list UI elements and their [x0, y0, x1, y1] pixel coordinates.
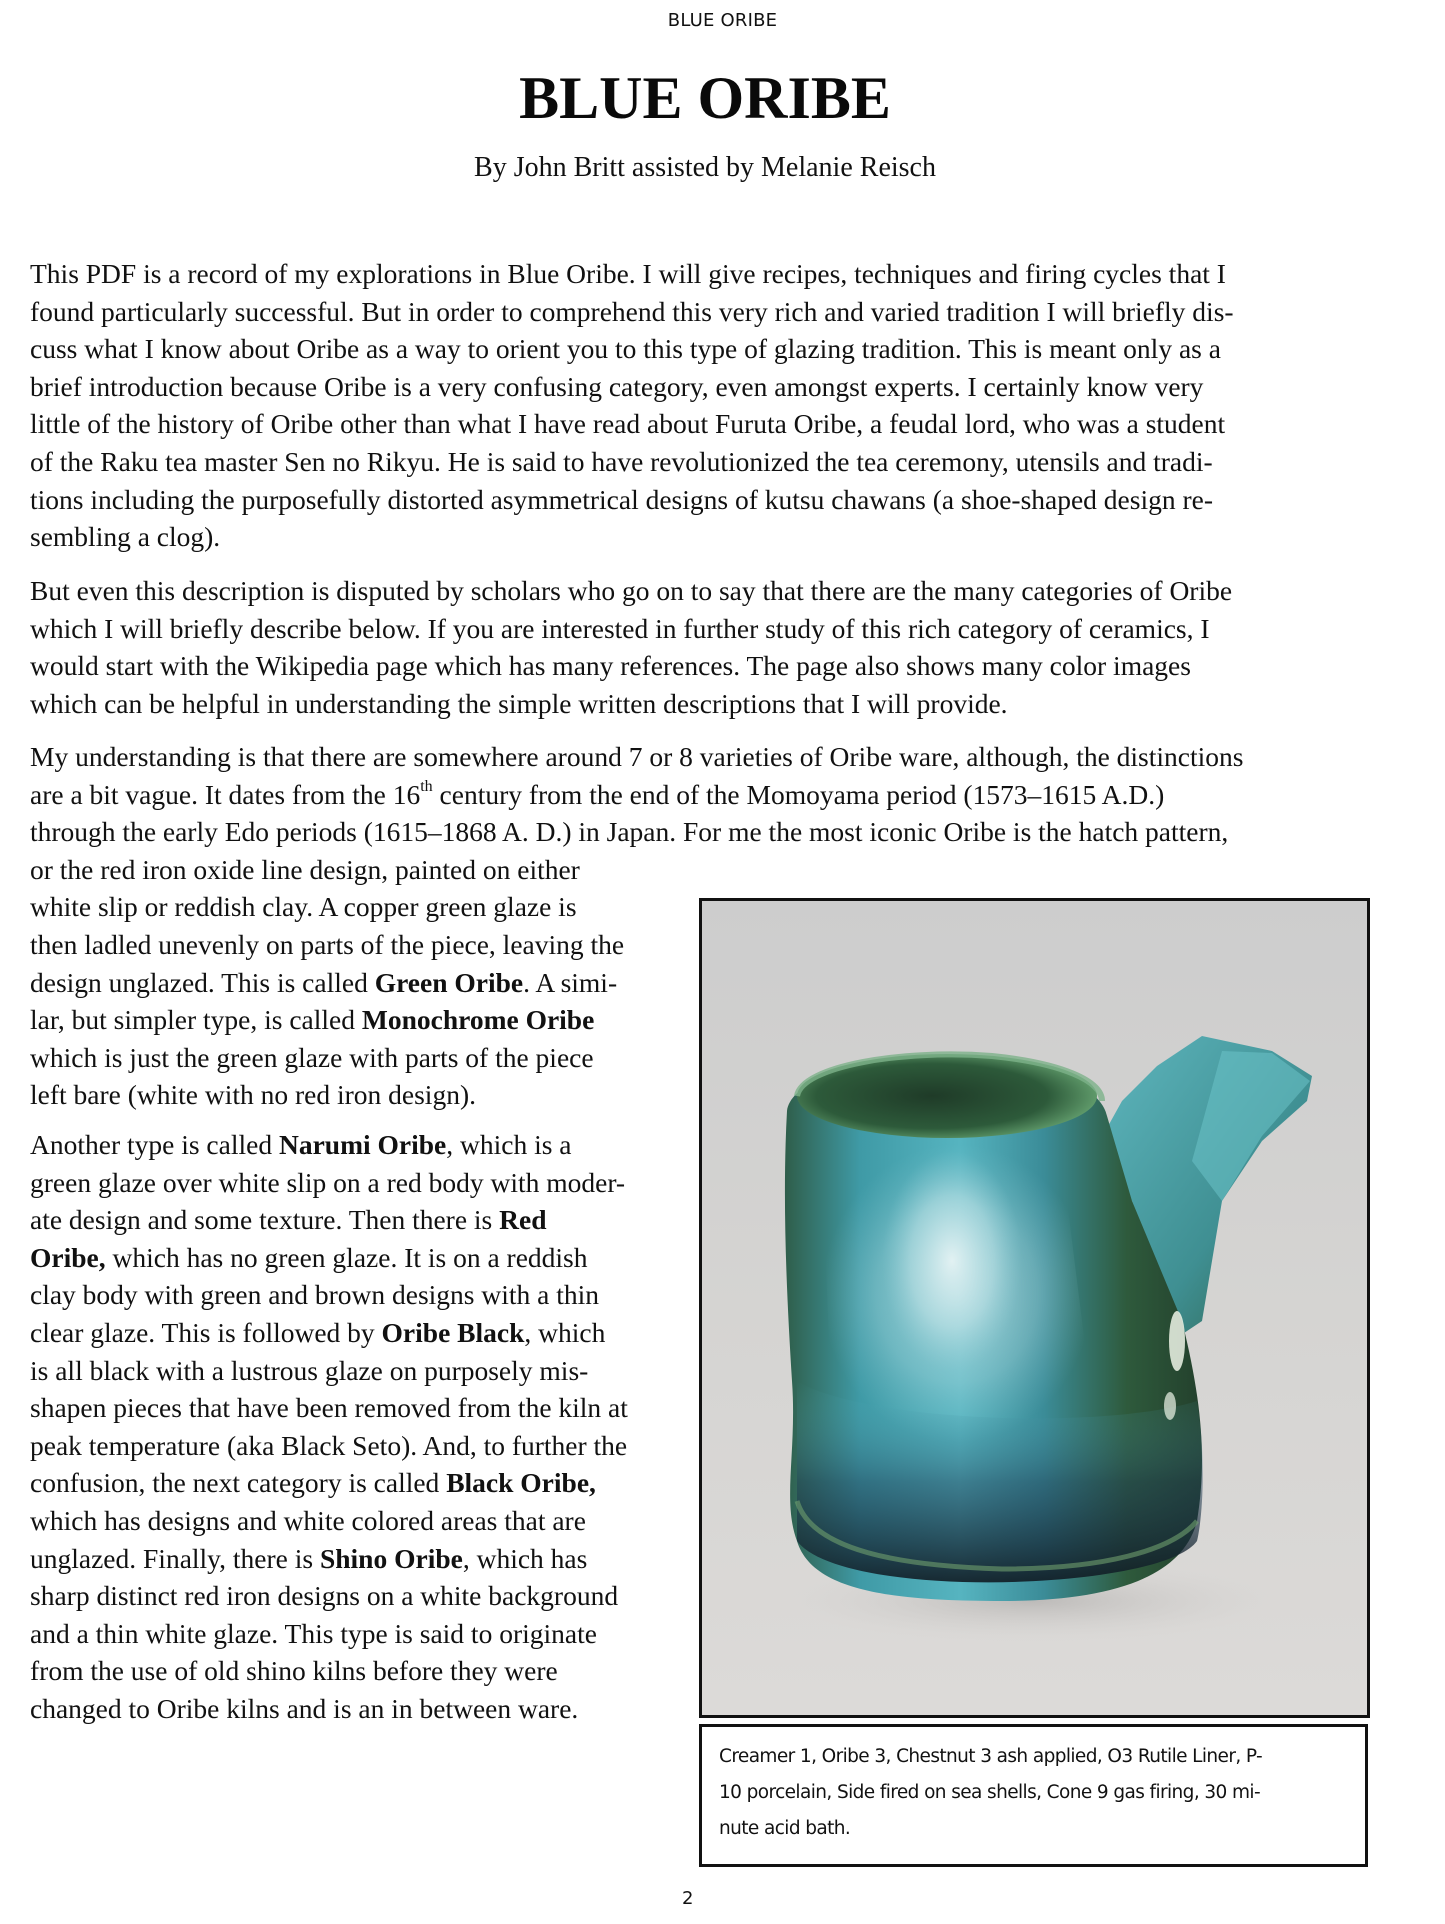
caption-line: 10 porcelain, Side fired on sea shells, Cone 9 gas firing, 30 mi-	[719, 1782, 1261, 1803]
text-line: clear glaze. This is followed by Oribe Black, which	[30, 1316, 606, 1348]
term-red-oribe: Red	[499, 1204, 547, 1236]
text-line: through the early Edo periods (1615–1868 A. D.) in Japan. For me the most iconic Oribe is the hatch pattern,	[30, 816, 1229, 848]
text-line: then ladled unevenly on parts of the piece, leaving the	[30, 928, 625, 960]
text-line: design unglazed. This is called Green Oribe. A simi-	[30, 966, 618, 998]
text-line: changed to Oribe kilns and is an in between ware.	[30, 1692, 579, 1724]
superscript-th: th	[420, 778, 433, 796]
text-line: which is just the green glaze with parts of the piece	[30, 1041, 594, 1073]
text-line: is all black with a lustrous glaze on purposely mis-	[30, 1354, 589, 1386]
text-line: from the use of old shino kilns before they were	[30, 1655, 558, 1687]
byline: By John Britt assisted by Melanie Reisch	[474, 152, 936, 183]
text-line: sembling a clog).	[30, 521, 221, 553]
text-line: Another type is called Narumi Oribe, which is a	[30, 1129, 572, 1160]
text-line: little of the history of Oribe other than what I have read about Furuta Oribe, a feudal lord, who was a student	[30, 408, 1226, 440]
text-line: brief introduction because Oribe is a very confusing category, even amongst experts. I certainly know very	[30, 370, 1204, 402]
text-line: clay body with green and brown designs with a thin	[30, 1279, 599, 1311]
text-line: are a bit vague. It dates from the 16th century from the end of the Momoyama period (1573–1615 A.D.)	[30, 778, 1165, 810]
text-line: Oribe, which has no green glaze. It is on a reddish	[30, 1241, 588, 1273]
caption-line: nute acid bath.	[719, 1818, 851, 1839]
figure-caption	[699, 1724, 1368, 1867]
text-line: left bare (white with no red iron design).	[30, 1079, 476, 1111]
term-shino-oribe: Shino Oribe	[319, 1542, 463, 1574]
text-line: shapen pieces that have been removed from the kiln at	[30, 1392, 628, 1424]
text-line: confusion, the next category is called Black Oribe,	[30, 1467, 596, 1499]
text-line: which can be helpful in understanding the simple written descriptions that I will provide.	[30, 687, 1008, 719]
figure-photo	[699, 898, 1370, 1718]
paragraph-intro	[30, 255, 1234, 556]
caption-line: Creamer 1, Oribe 3, Chestnut 3 ash applied, O3 Rutile Liner, P-	[719, 1746, 1263, 1767]
text-line: unglazed. Finally, there is Shino Oribe, which has	[30, 1542, 588, 1574]
text-line: which I will briefly describe below. If you are interested in further study of this rich category of ceramics, I	[30, 612, 1210, 644]
text-line: peak temperature (aka Black Seto). And, to further the	[30, 1429, 628, 1461]
text-line: or the red iron oxide line design, painted on either	[30, 853, 580, 885]
term-monochrome-oribe: Monochrome Oribe	[361, 1004, 595, 1036]
page-number: 2	[682, 1888, 694, 1909]
text-line: sharp distinct red iron designs on a white background	[30, 1580, 619, 1612]
text-line: found particularly successful. But in order to comprehend this very rich and varied tradition I will briefly dis-	[30, 295, 1234, 327]
text-line: But even this description is disputed by scholars who go on to say that there are the many categories of Oribe	[30, 575, 1233, 606]
text-line: My understanding is that there are somewhere around 7 or 8 varieties of Oribe ware, although, the distinctions	[30, 741, 1244, 772]
text-line: cuss what I know about Oribe as a way to orient you to this type of glazing tradition. This is meant only as a	[30, 333, 1221, 365]
text-line: of the Raku tea master Sen no Rikyu. He is said to have revolutionized the tea ceremony, utensils and tradi-	[30, 445, 1213, 477]
text-line: white slip or reddish clay. A copper green glaze is	[30, 891, 577, 923]
text-line: which has designs and white colored areas that are	[30, 1504, 586, 1536]
creamer-pot-illustration	[702, 901, 1367, 1715]
term-black-oribe: Black Oribe,	[446, 1467, 596, 1499]
paragraph-scholars	[30, 572, 1232, 722]
paragraph-types	[30, 1126, 628, 1728]
term-oribe-black: Oribe Black	[381, 1316, 525, 1348]
caption-text	[719, 1739, 1359, 1847]
term-green-oribe: Green Oribe	[374, 966, 524, 998]
text-line: ate design and some texture. Then there is Red	[30, 1204, 547, 1236]
text-line: green glaze over white slip on a red body with moder-	[30, 1166, 626, 1198]
text-line: and a thin white glaze. This type is said to originate	[30, 1617, 597, 1649]
page-title: BLUE ORIBE	[519, 65, 891, 131]
running-header: BLUE ORIBE	[667, 10, 778, 31]
text-line: lar, but simpler type, is called Monochrome Oribe	[30, 1004, 595, 1036]
text-line: This PDF is a record of my explorations in Blue Oribe. I will give recipes, techniques and firing cycles that I	[30, 258, 1226, 289]
text-line: tions including the purposefully distorted asymmetrical designs of kutsu chawans (a shoe-shaped design re-	[30, 483, 1213, 515]
term-narumi-oribe: Narumi Oribe	[278, 1129, 447, 1160]
text-line: would start with the Wikipedia page which has many references. The page also shows many color images	[30, 650, 1191, 682]
